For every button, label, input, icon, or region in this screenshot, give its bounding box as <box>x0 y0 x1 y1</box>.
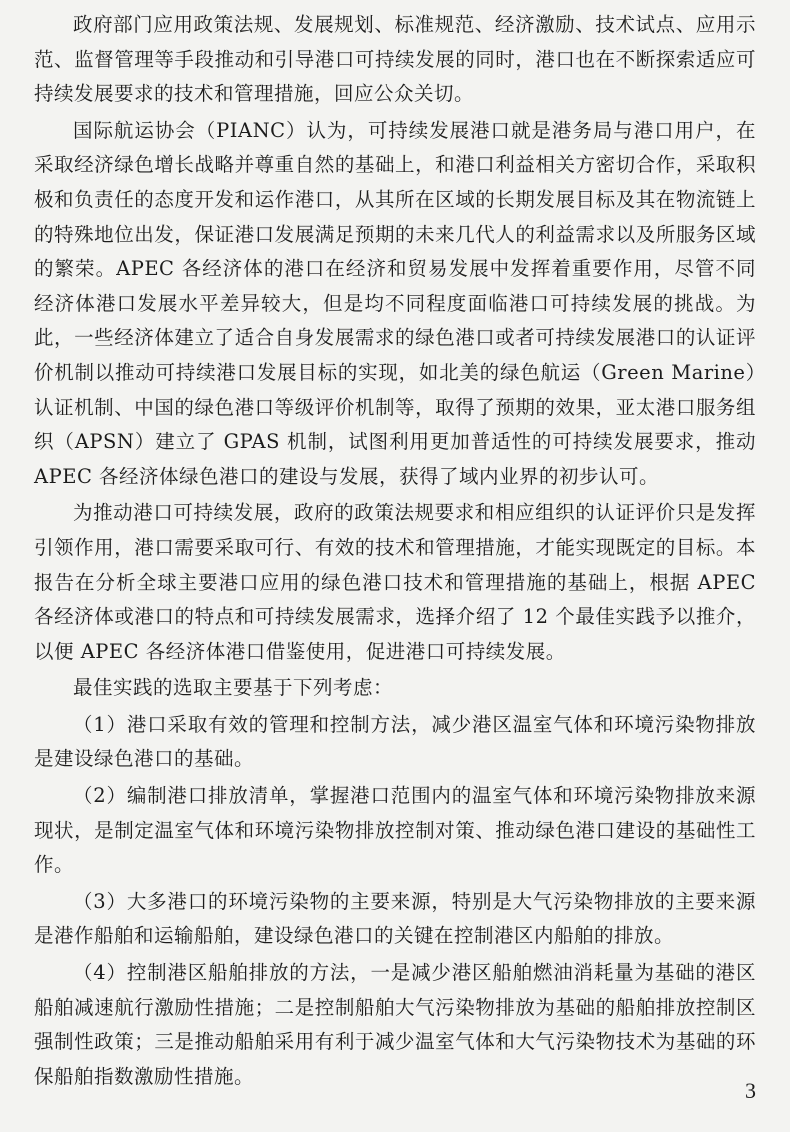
paragraph-selection-criteria-heading: 最佳实践的选取主要基于下列考虑： <box>73 676 394 700</box>
list-item-criterion-2: （2）编制港口排放清单，掌握港口范围内的温室气体和环境污染物排放来源现状，是制定温室气体和环境污染物排放控制对策、推动绿色港口建设的基础性工作。 <box>34 784 756 877</box>
page-number: 3 <box>745 1078 756 1103</box>
list-item-criterion-4: （4）控制港区船舶排放的方法，一是减少港区船舶燃油消耗量为基础的港区船舶减速航行激励性措施；二是控制船舶大气污染物排放为基础的船舶排放控制区强制性政策；三是推动船舶采用有利于减少温室气体和大气污染物技术为基础的环保船舶指数激励性措施。 <box>34 961 756 1088</box>
paragraph-report-purpose: 为推动港口可持续发展，政府的政策法规要求和相应组织的认证评价只是发挥引领作用，港口需要采取可行、有效的技术和管理措施，才能实现既定的目标。本报告在分析全球主要港口应用的绿色港口技术和管理措施的基础上，根据 APEC 各经济体或港口的特点和可持续发展需求，选择介绍了 12 个最佳实践予以推介，以便 APEC 各经济体港口借鉴使用，促进港口可持续发展。 <box>34 501 756 663</box>
list-item-criterion-3: （3）大多港口的环境污染物的主要来源，特别是大气污染物排放的主要来源是港作船舶和运输船舶，建设绿色港口的关键在控制港区内船舶的排放。 <box>34 889 756 948</box>
paragraph-policy-intro: 政府部门应用政策法规、发展规划、标准规范、经济激励、技术试点、应用示范、监督管理等手段推动和引导港口可持续发展的同时，港口也在不断探索适应可持续发展要求的技术和管理措施，回应公众关切。 <box>34 13 756 106</box>
list-item-criterion-1: （1）港口采取有效的管理和控制方法，减少港区温室气体和环境污染物排放是建设绿色港口的基础。 <box>34 712 756 771</box>
paragraph-pianc-definition: 国际航运协会（PIANC）认为，可持续发展港口就是港务局与港口用户，在采取经济绿色增长战略并尊重自然的基础上，和港口利益相关方密切合作，采取积极和负责任的态度开发和运作港口，从其所在区域的长期发展目标及其在物流链上的特殊地位出发，保证港口发展满足预期的未来几代人的利益需求以及所服务区域的繁荣。APEC 各经济体的港口在经济和贸易发展中发挥着重要作用，尽管不同经济体港口发展水平差异较大，但是均不同程度面临港口可持续发展的挑战。为此，一些经济体建立了适合自身发展需求的绿色港口或者可持续发展港口的认证评价机制以推动可持续港口发展目标的实现，如北美的绿色航运（Green Marine）认证机制、中国的绿色港口等级评价机制等，取得了预期的效果，亚太港口服务组织（APSN）建立了 GPAS 机制，试图利用更加普适性的可持续发展要求，推动 APEC 各经济体绿色港口的建设与发展，获得了域内业界的初步认可。 <box>34 118 756 488</box>
